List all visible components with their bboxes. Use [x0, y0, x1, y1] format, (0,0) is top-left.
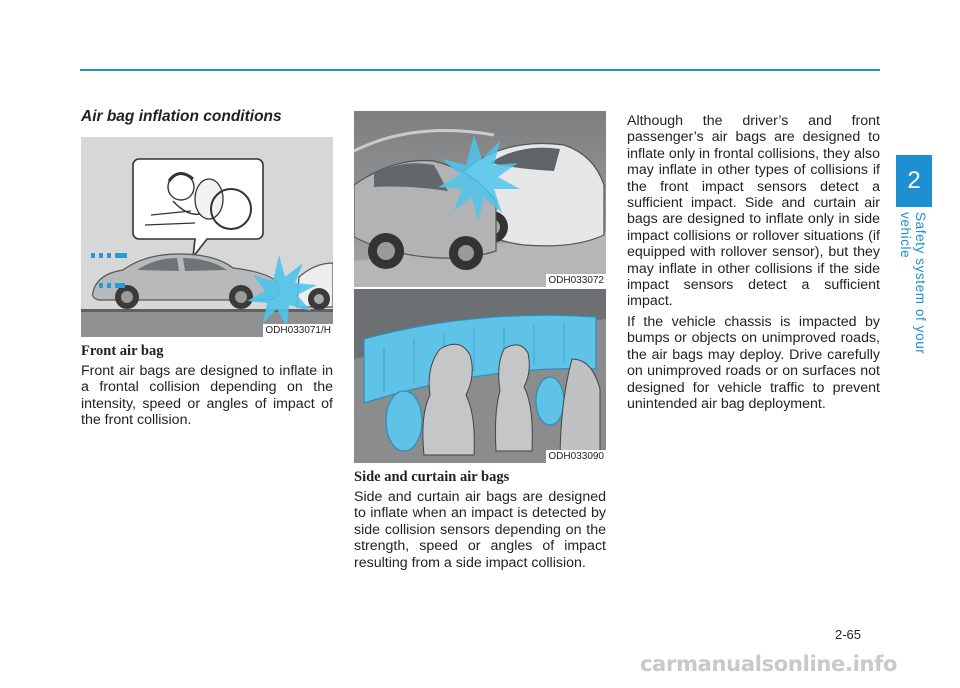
front-crash-drawing — [81, 137, 333, 337]
chapter-title: Safety system of your vehicle — [898, 212, 928, 355]
curtain-airbag-illustration — [354, 289, 606, 463]
figure-code: ODH033090 — [548, 451, 604, 462]
deployment-paragraph-2: If the vehicle chassis is impacted by bumps or objects on unimproved roads, the air bags may deploy. Drive carefully on unimproved roads or on surfaces not designed for vehicle traffic to prevent unintended air bag deployment. — [627, 313, 880, 412]
chapter-number-tab: 2 — [896, 155, 932, 207]
curtain-airbag-drawing — [354, 289, 606, 463]
section-heading: Air bag inflation conditions — [81, 108, 282, 125]
side-curtain-text: Side and curtain air bags are designed to inflate when an impact is detected by side collision sensors depending on the strength, speed or angles of impact resulting from a side impact collision. — [354, 489, 606, 571]
front-air-bag-text: Front air bags are designed to inflate in a frontal collision depending on the intensity, speed or angles of impact of the front collision. — [81, 363, 333, 429]
column3-text — [627, 113, 880, 416]
page-number: 2-65 — [835, 627, 862, 642]
side-crash-drawing — [354, 111, 606, 287]
side-impact-illustration — [354, 111, 606, 287]
figure-code: ODH033071/H — [265, 325, 331, 336]
deployment-paragraph-1: Although the driver’s and front passenger’s air bags are designed to inflate only in frontal collisions, they also may inflate in other types of collisions if the front impact sensors detect a sufficient impact. Side and curtain air bags are designed to inflate only in side impact collisions or rollover situations (if equipped with rollover sensor), but they may inflate in other collisions if the side impact sensors detect a sufficient impact. — [627, 113, 880, 310]
watermark: carmanualsonline.info — [640, 652, 898, 676]
side-curtain-subheading: Side and curtain air bags — [354, 469, 510, 485]
front-impact-illustration — [81, 137, 333, 337]
figure-code: ODH033072 — [548, 275, 604, 286]
front-air-bag-subheading: Front air bag — [81, 343, 164, 359]
header-rule — [80, 69, 880, 71]
